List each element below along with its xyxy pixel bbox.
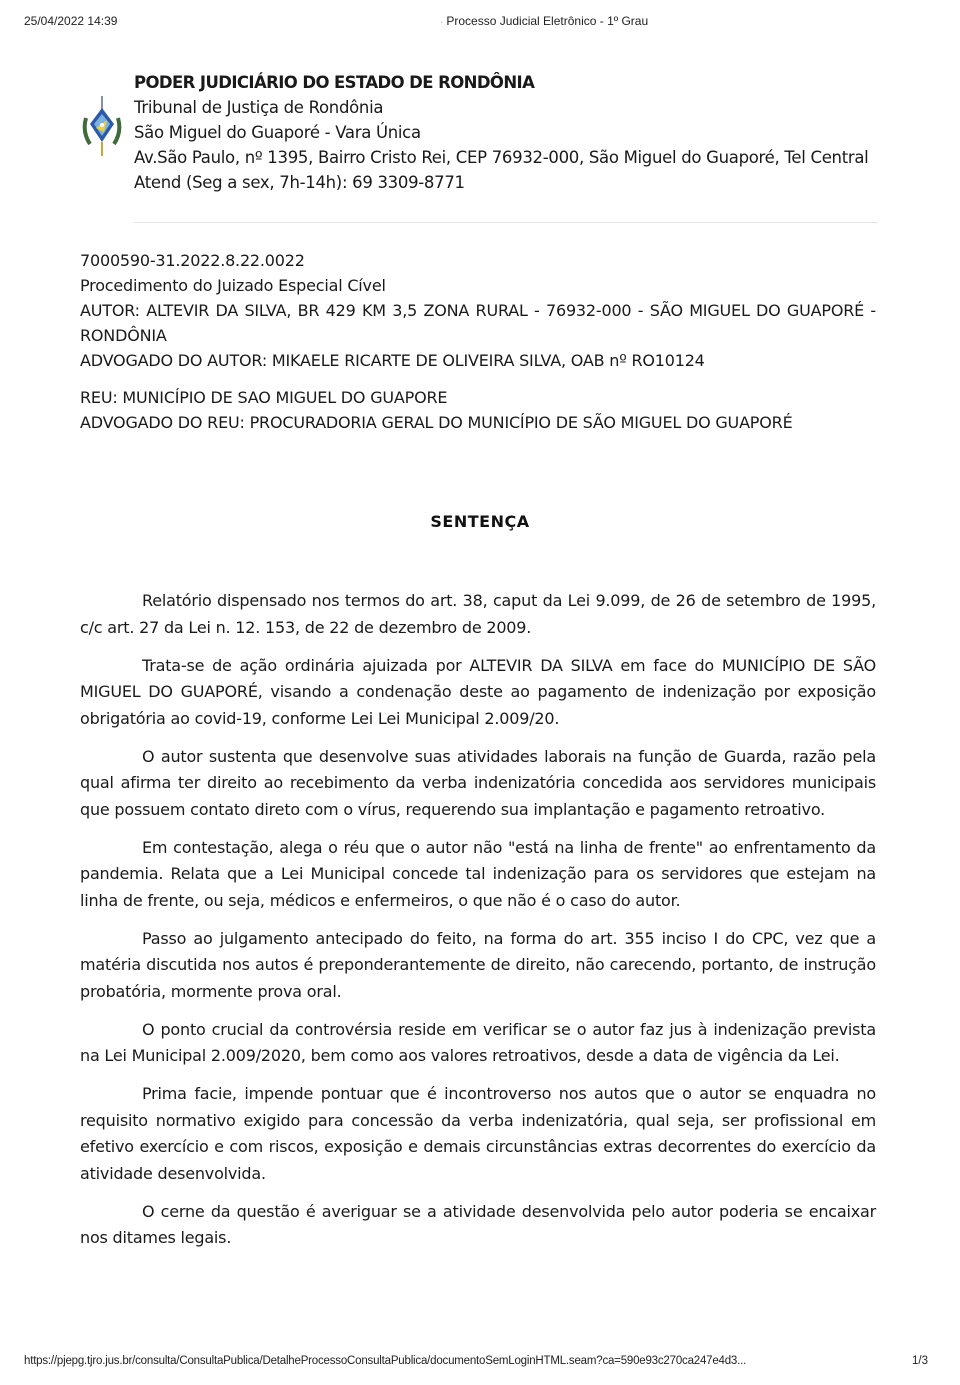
organization-name: PODER JUDICIÁRIO DO ESTADO DE RONDÔNIA bbox=[134, 73, 535, 92]
case-author-lawyer: ADVOGADO DO AUTOR: MIKAELE RICARTE DE OLIVEIRA SILVA, OAB nº RO10124 bbox=[80, 351, 705, 370]
coat-of-arms-icon bbox=[80, 94, 124, 160]
court-address-line2: Atend (Seg a sex, 7h-14h): 69 3309-8771 bbox=[134, 173, 465, 192]
paragraph: Relatório dispensado nos termos do art. 38, caput da Lei 9.099, de 26 de setembro de 1995, c/c art. 27 da Lei n. 12. 153, de 22 de dezembro de 2009. bbox=[80, 591, 876, 637]
sentence-body bbox=[80, 588, 876, 1263]
paragraph: Prima facie, impende pontuar que é incontroverso nos autos que o autor se enquadra no requisito normativo exigido para concessão da verba indenizatória, qual seja, ser profissional em efetivo exercício e com riscos, exposição e demais circunstâncias extras decorrentes do exercício da atividade desenvolvida. bbox=[80, 1084, 876, 1183]
paragraph: Passo ao julgamento antecipado do feito, na forma do art. 355 inciso I do CPC, vez que a matéria discutida nos autos é preponderantemente de direito, não carecendo, portanto, de instrução probatória, mormente prova oral. bbox=[80, 928, 876, 1001]
case-number: 7000590-31.2022.8.22.0022 bbox=[80, 251, 305, 270]
paragraph: O autor sustenta que desenvolve suas atividades laborais na função de Guarda, razão pela qual afirma ter direito ao recebimento da verba indenizatória concedida aos servidores municipais que possuem contato direto com o vírus, requerendo sua implantação e pagamento retroativo. bbox=[80, 746, 876, 819]
print-footer bbox=[0, 1355, 960, 1371]
document-title: SENTENÇA bbox=[430, 512, 530, 531]
print-datetime: 25/04/2022 14:39 bbox=[24, 14, 118, 28]
case-author: AUTOR: ALTEVIR DA SILVA, BR 429 KM 3,5 ZONA RURAL - 76932-000 - SÃO MIGUEL DO GUAPORÉ - RONDÔNIA bbox=[80, 301, 876, 345]
print-header bbox=[0, 14, 960, 32]
letterhead-text bbox=[134, 70, 868, 195]
court-unit: São Miguel do Guaporé - Vara Única bbox=[134, 123, 421, 142]
case-defendant-lawyer: ADVOGADO DO REU: PROCURADORIA GERAL DO MUNICÍPIO DE SÃO MIGUEL DO GUAPORÉ bbox=[80, 413, 793, 432]
page-indicator: 1/3 bbox=[912, 1355, 928, 1367]
print-url: https://pjepg.tjro.jus.br/consulta/ConsultaPublica/DetalheProcessoConsultaPublica/documentoSemLoginHTML.seam?ca=590e93c270ca247e4d3... bbox=[24, 1355, 747, 1367]
print-page-title: · Processo Judicial Eletrônico - 1º Grau bbox=[440, 14, 648, 28]
header-divider bbox=[134, 222, 878, 223]
court-name: Tribunal de Justiça de Rondônia bbox=[134, 98, 384, 117]
paragraph: O cerne da questão é averiguar se a atividade desenvolvida pelo autor poderia se encaixar nos ditames legais. bbox=[80, 1201, 876, 1247]
case-info bbox=[80, 248, 876, 435]
case-procedure: Procedimento do Juizado Especial Cível bbox=[80, 276, 386, 295]
paragraph: O ponto crucial da controvérsia reside em verificar se o autor faz jus à indenização prevista na Lei Municipal 2.009/2020, bem como aos valores retroativos, desde a data de vigência da Lei. bbox=[80, 1019, 876, 1065]
letterhead bbox=[78, 70, 878, 200]
case-defendant: REU: MUNICÍPIO DE SAO MIGUEL DO GUAPORE bbox=[80, 388, 448, 407]
paragraph: Em contestação, alega o réu que o autor não "está na linha de frente" ao enfrentamento da pandemia. Relata que a Lei Municipal concede tal indenização para os servidores que estejam na linha de frente, ou seja, médicos e enfermeiros, o que não é o caso do autor. bbox=[80, 837, 876, 910]
paragraph: Trata-se de ação ordinária ajuizada por ALTEVIR DA SILVA em face do MUNICÍPIO DE SÃO MIGUEL DO GUAPORÉ, visando a condenação deste ao pagamento de indenização por exposição obrigatória ao covid-19, conforme Lei Lei Municipal 2.009/20. bbox=[80, 655, 876, 728]
court-address-line1: Av.São Paulo, nº 1395, Bairro Cristo Rei, CEP 76932-000, São Miguel do Guaporé, Tel Central bbox=[134, 148, 869, 167]
